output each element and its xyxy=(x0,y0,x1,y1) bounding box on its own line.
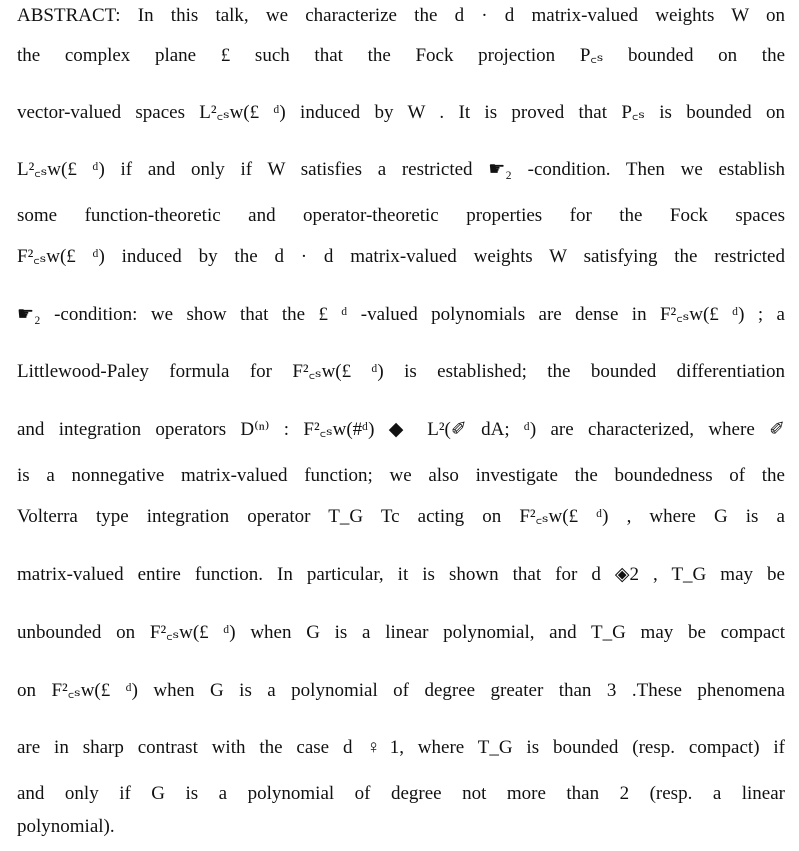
abstract-line-6: F²꜀ₛw(£ ᵈ) induced by the d · d matrix-valued weights W satisfying the restricted xyxy=(17,246,785,267)
abstract-line-11: Volterra type integration operator T_G Tc acting on F²꜀ₛw(£ ᵈ) , where G is a xyxy=(17,506,785,527)
abstract-line-16: and only if G is a polynomial of degree not more than 2 (resp. a linear xyxy=(17,783,785,804)
abstract-line-15: are in sharp contrast with the case d ♀1, where T_G is bounded (resp. compact) if xyxy=(17,737,785,758)
abstract-line-3: vector-valued spaces L²꜀ₛw(£ ᵈ) induced by W . It is proved that P꜀ₛ is bounded on xyxy=(17,102,785,123)
abstract-line-10: is a nonnegative matrix-valued function; we also investigate the boundedness of the xyxy=(17,465,785,486)
abstract-line-5: some function-theoretic and operator-theoretic properties for the Fock spaces xyxy=(17,205,785,226)
abstract-line-7: ☛₂ -condition: we show that the £ ᵈ -valued polynomials are dense in F²꜀ₛw(£ ᵈ) ; a xyxy=(17,304,785,325)
abstract-line-12: matrix-valued entire function. In particular, it is shown that for d ◈2 , T_G may be xyxy=(17,564,785,585)
abstract-line-1: ABSTRACT: In this talk, we characterize the d · d matrix-valued weights W on xyxy=(17,5,785,26)
abstract-line-2: the complex plane £ such that the Fock projection P꜀ₛ bounded on the xyxy=(17,45,785,66)
abstract-line-17: polynomial). xyxy=(17,816,115,837)
abstract-line-9: and integration operators D⁽ⁿ⁾ : F²꜀ₛw(#ᵈ) ◆ L²(✐ dA; ᵈ) are characterized, where ✐ xyxy=(17,419,785,440)
abstract-line-13: unbounded on F²꜀ₛw(£ ᵈ) when G is a linear polynomial, and T_G may be compact xyxy=(17,622,785,643)
abstract-line-8: Littlewood-Paley formula for F²꜀ₛw(£ ᵈ) is established; the bounded differentiation xyxy=(17,361,785,382)
abstract-line-14: on F²꜀ₛw(£ ᵈ) when G is a polynomial of degree greater than 3 .These phenomena xyxy=(17,680,785,701)
abstract-line-4: L²꜀ₛw(£ ᵈ) if and only if W satisfies a restricted ☛₂ -condition. Then we establish xyxy=(17,159,785,180)
